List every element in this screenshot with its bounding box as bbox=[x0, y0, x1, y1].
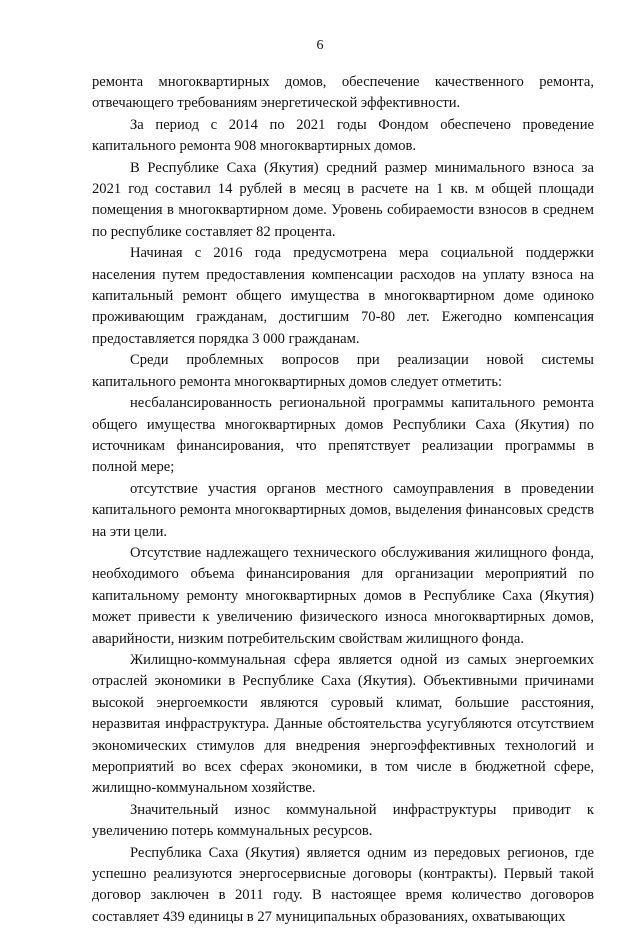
paragraph-energy-service: Республика Саха (Якутия) является одним из передовых регионов, где успешно реализуются энергосервисные договоры (контракты). Первый такой договор заключен в 2011 году. В настоящее время количество договоров составляет 439 единицы в 27 муниципальных образованиях, охватывающих bbox=[92, 844, 594, 925]
paragraph-social-support: Начиная с 2016 года предусмотрена мера социальной поддержки населения путем предоставления компенсации расходов на уплату взноса на капитальный ремонт общего имущества в многоквартирном доме одиноко проживающим гражданам, достигшим 70-80 лет. Ежегодно компенсация предоставляется порядка 3 000 гражданам. bbox=[92, 245, 594, 347]
paragraph-maintenance: Отсутствие надлежащего технического обслуживания жилищного фонда, необходимого объема финансирования для организации мероприятий по капитальному ремонту многоквартирных домов в Республике Саха (Якутия) может привести к увеличению физического износа многоквартирных домов, аварийности, низким потребительским свойствам жилищного фонда. bbox=[92, 544, 594, 647]
paragraph-unbalanced-program: несбалансированность региональной программы капитального ремонта общего имущества многоквартирных домов Республики Саха (Якутия) по источникам финансирования, что препятствует реализации программы в полной мере; bbox=[92, 395, 594, 476]
paragraph-continuation: ремонта многоквартирных домов, обеспечение качественного ремонта, отвечающего требованиям энергетической эффективности. bbox=[92, 74, 594, 112]
paragraph-local-government: отсутствие участия органов местного самоуправления в проведении капитального ремонта многоквартирных домов, выделения финансовых средств на эти цели. bbox=[92, 480, 594, 540]
paragraph-problem-issues: Среди проблемных вопросов при реализации новой системы капитального ремонта многоквартирных домов следует отметить: bbox=[92, 352, 594, 390]
paragraph-repair-period: За период с 2014 по 2021 годы Фондом обеспечено проведение капитального ремонта 908 многоквартирных домов. bbox=[92, 116, 594, 155]
paragraph-minimum-fee: В Республике Саха (Якутия) средний размер минимального взноса за 2021 год составил 14 рублей в месяц в расчете на 1 кв. м общей площади помещения в многоквартирном доме. Уровень собираемости взносов в среднем по республике составляет 82 процента. bbox=[92, 159, 594, 240]
page-number: 6 bbox=[316, 38, 324, 53]
body-text bbox=[92, 72, 594, 928]
paragraph-energy-intensity: Жилищно-коммунальная сфера является одной из самых энергоемких отраслей экономики в Республике Саха (Якутия). Объективными причинами высокой энергоемкости являются суровый климат, большие расстояния, неразвитая инфраструктура. Данные обстоятельства усугубляются отсутствием экономических стимулов для внедрения энергоэффективных технологий и мероприятий во всех сферах экономики, в том числе в бюджетной сфере, жилищно-коммунальном хозяйстве. bbox=[92, 651, 594, 797]
paragraph-infrastructure-wear: Значительный износ коммунальной инфраструктуры приводит к увеличению потерь коммунальных ресурсов. bbox=[92, 801, 594, 840]
